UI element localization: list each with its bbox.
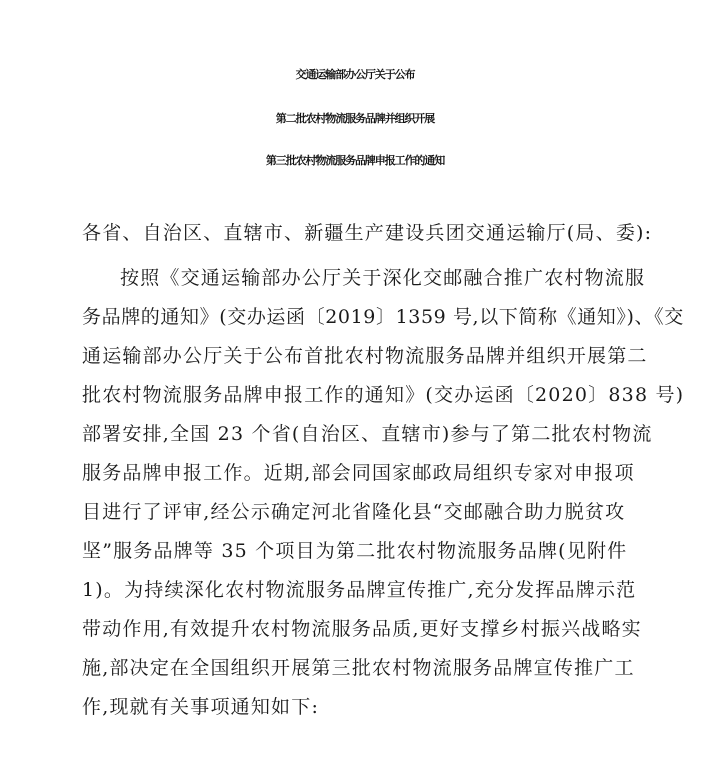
body-line-6: 服务品牌申报工作。近期,部会同国家邮政局组织专家对申报项 (82, 462, 635, 484)
body-line-2: 务品牌的通知》(交办运函〔2019〕1359 号,以下简称《通知》)、《交 (82, 306, 684, 328)
document-title-line-3: 第三批农村物流服务品牌申报工作的通知 (265, 154, 445, 167)
body-line-9: 1)。为持续深化农村物流服务品牌宣传推广,充分发挥品牌示范 (82, 579, 637, 601)
document-title-line-2: 第二批农村物流服务品牌并组织开展 (275, 112, 435, 125)
body-line-11: 施,部决定在全国组织开展第三批农村物流服务品牌宣传推广工 (82, 657, 635, 679)
body-line-10: 带动作用,有效提升农村物流服务品质,更好支撑乡村振兴战略实 (82, 618, 642, 640)
body-line-8: 坚”服务品牌等 35 个项目为第二批农村物流服务品牌(见附件 (82, 540, 628, 562)
body-line-3: 通运输部办公厅关于公布首批农村物流服务品牌并组织开展第二 (82, 345, 648, 367)
document-title-line-1: 交通运输部办公厅关于公布 (295, 68, 415, 81)
salutation: 各省、自治区、直辖市、新疆生产建设兵团交通运输厅(局、委): (82, 222, 653, 244)
body-line-1: 按照《交通运输部办公厅关于深化交邮融合推广农村物流服 (120, 267, 646, 289)
body-line-12: 作,现就有关事项通知如下: (82, 696, 320, 718)
body-line-7: 目进行了评审,经公示确定河北省隆化县“交邮融合助力脱贫攻 (82, 501, 626, 523)
body-line-4: 批农村物流服务品牌申报工作的通知》(交办运函〔2020〕838 号) (82, 384, 685, 406)
body-line-5: 部署安排,全国 23 个省(自治区、直辖市)参与了第二批农村物流 (82, 423, 653, 445)
